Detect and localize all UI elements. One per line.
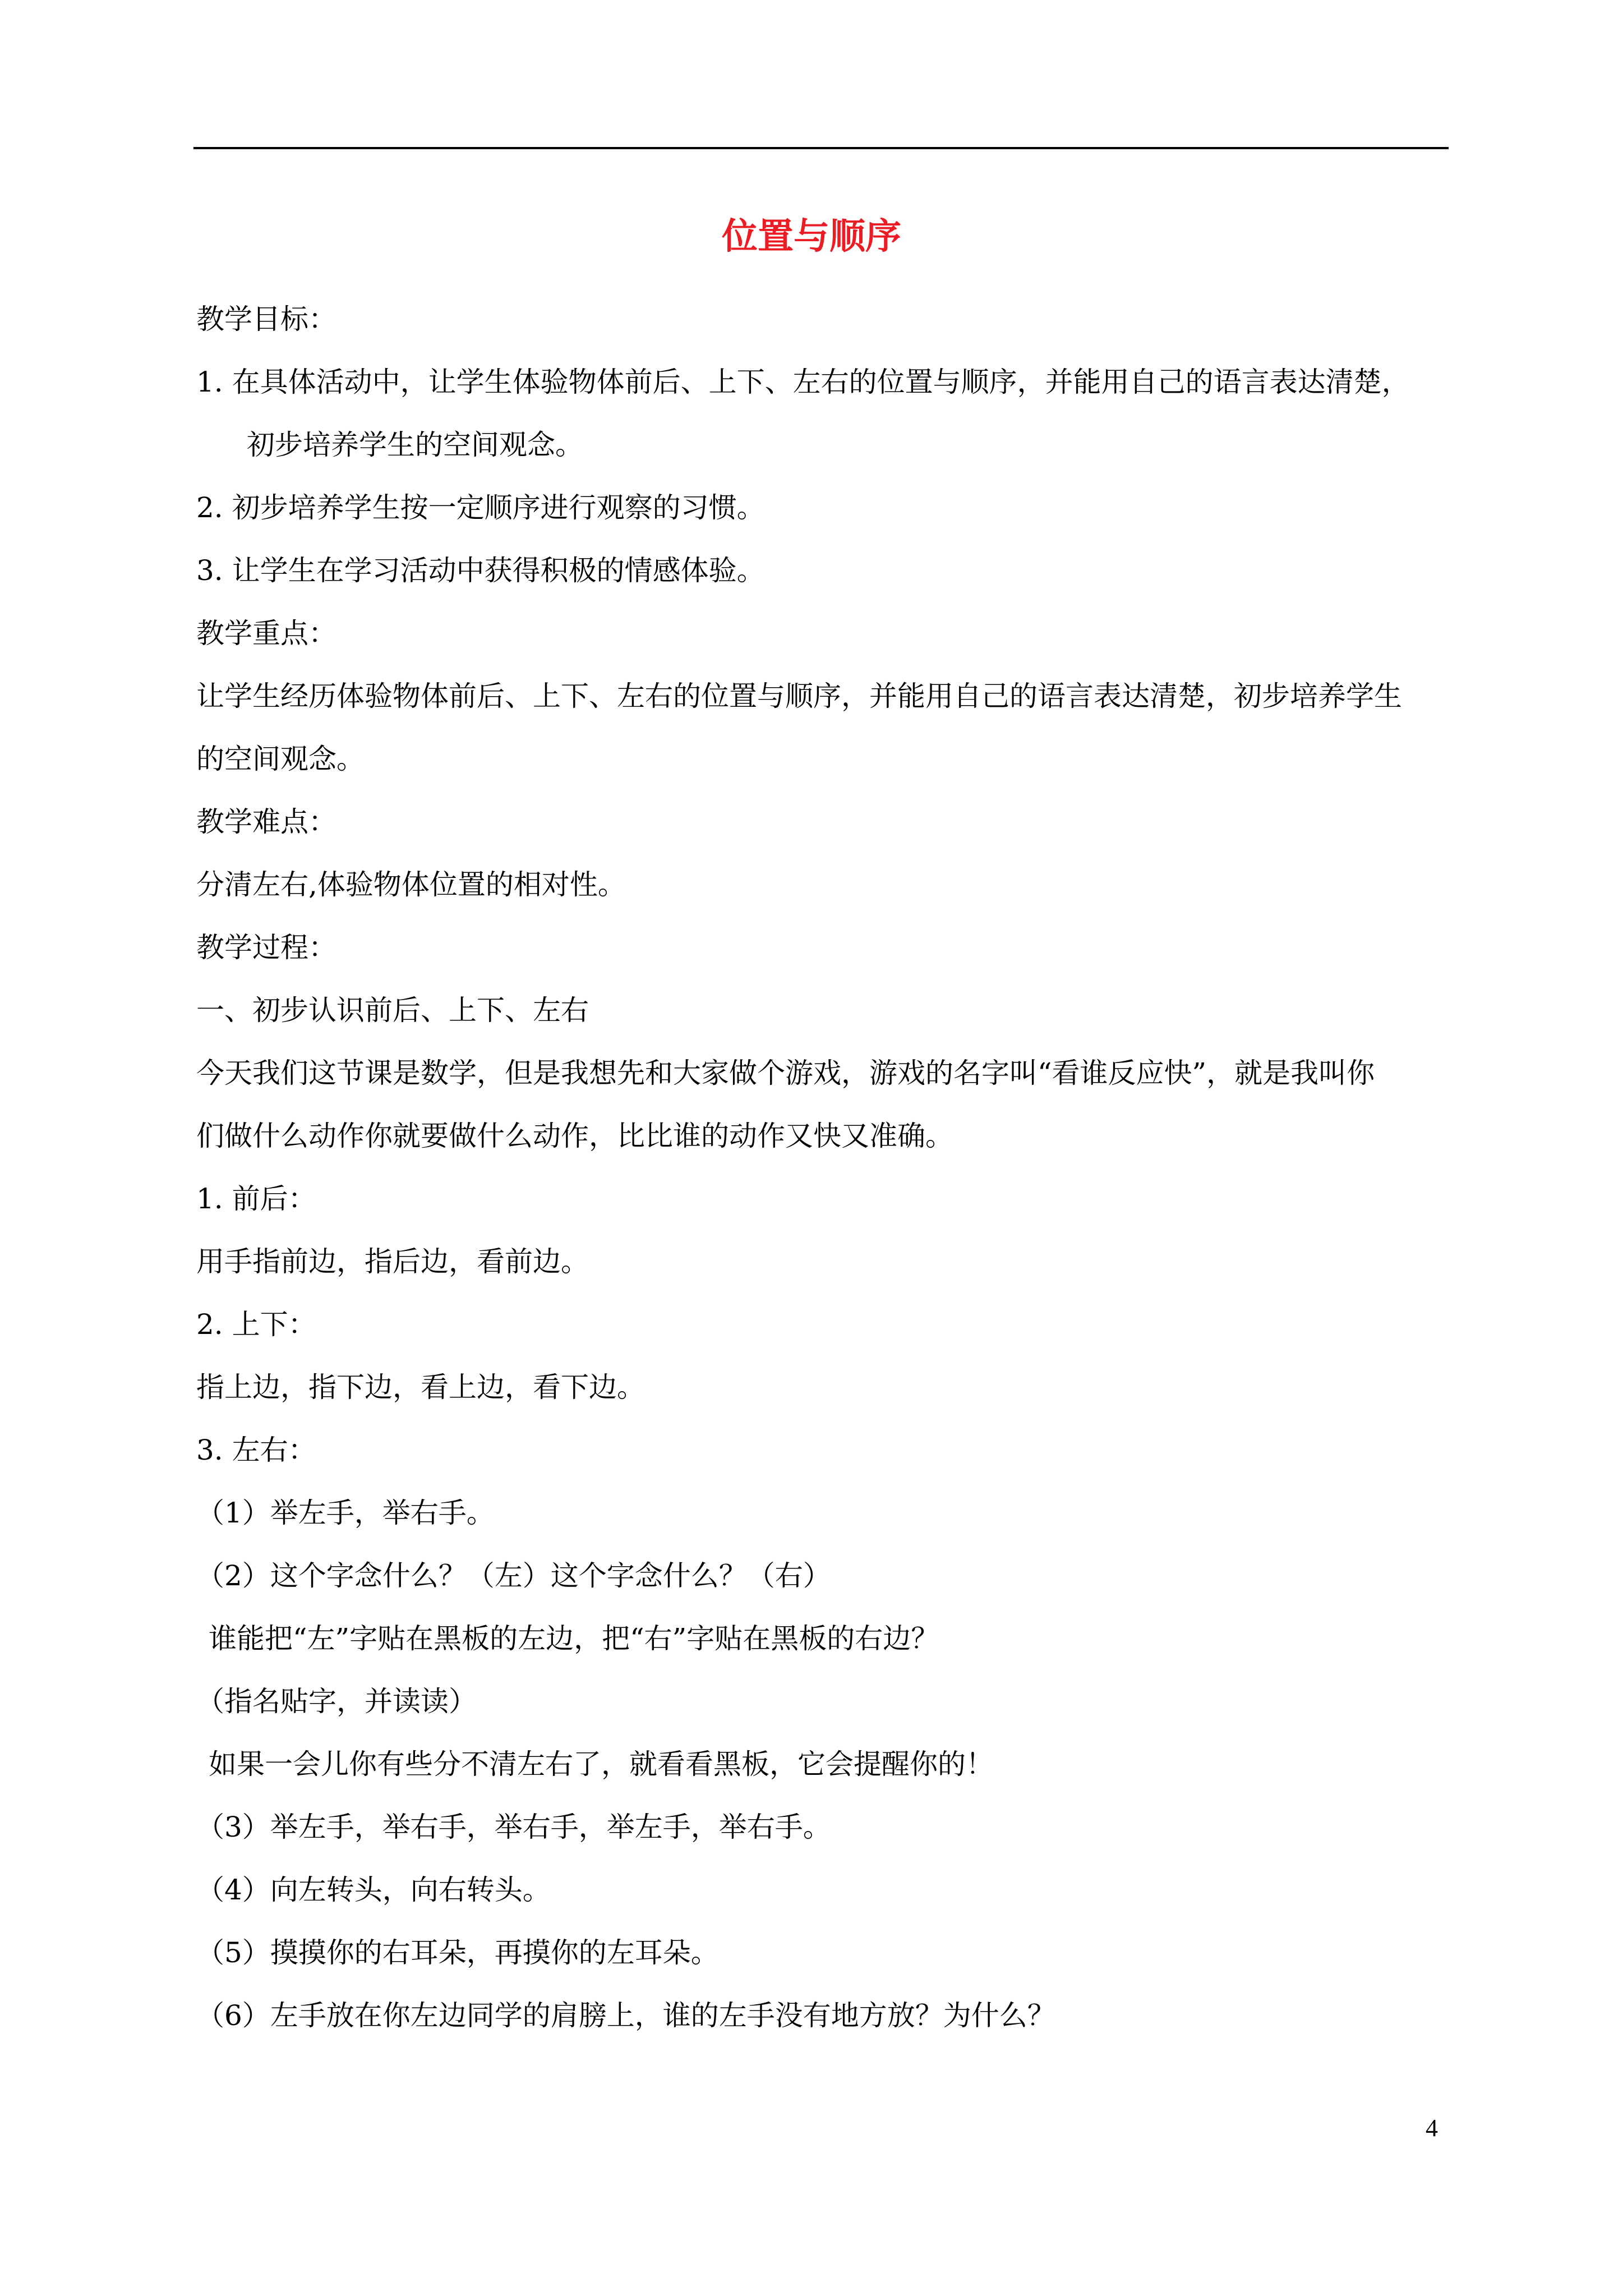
text-line: 一、初步认识前后、上下、左右 — [196, 994, 589, 1027]
text-line: （指名贴字，并读读） — [196, 1685, 477, 1718]
text-line: 教学难点： — [196, 806, 336, 838]
text-line: （5）摸摸你的右耳朵，再摸你的左耳朵。 — [196, 1936, 719, 1969]
text-line: 谁能把“左”字贴在黑板的左边，把“右”字贴在黑板的右边？ — [209, 1622, 939, 1655]
text-line: 的空间观念。 — [196, 743, 365, 775]
text-line: 3. 让学生在学习活动中获得积极的情感体验。 — [196, 554, 765, 587]
text-line: （6）左手放在你左边同学的肩膀上，谁的左手没有地方放？为什么？ — [196, 1999, 1055, 2032]
text-line: 让学生经历体验物体前后、上下、左右的位置与顺序，并能用自己的语言表达清楚，初步培养学生 — [196, 680, 1402, 712]
text-line: （4）向左转头，向右转头。 — [196, 1874, 551, 1906]
text-line: 3. 左右： — [196, 1434, 316, 1466]
text-line: 指上边，指下边，看上边，看下边。 — [196, 1371, 645, 1404]
text-line: 2. 初步培养学生按一定顺序进行观察的习惯。 — [196, 491, 765, 524]
text-line: 今天我们这节课是数学，但是我想先和大家做个游戏，游戏的名字叫“看谁反应快”，就是我叫你 — [196, 1057, 1375, 1089]
header-rule — [193, 147, 1449, 149]
text-line: 1. 前后： — [196, 1182, 316, 1215]
text-line: 2. 上下： — [196, 1308, 316, 1341]
text-line: （3）举左手，举右手，举右手，举左手，举右手。 — [196, 1811, 831, 1843]
text-line: 初步培养学生的空间观念。 — [247, 429, 583, 461]
text-line: 教学目标： — [196, 303, 336, 335]
text-line: 1. 在具体活动中，让学生体验物体前后、上下、左右的位置与顺序，并能用自己的语言表达清楚， — [196, 366, 1410, 398]
text-line: 分清左右,体验物体位置的相对性。 — [196, 868, 626, 901]
page-number: 4 — [1426, 2114, 1438, 2142]
text-line: （1）举左手，举右手。 — [196, 1497, 495, 1529]
page-title: 位置与顺序 — [722, 216, 901, 257]
text-line: （2）这个字念什么？（左）这个字念什么？（右） — [196, 1559, 831, 1592]
text-line: 用手指前边，指后边，看前边。 — [196, 1245, 589, 1278]
text-line: 教学过程： — [196, 931, 336, 964]
text-line: 们做什么动作你就要做什么动作，比比谁的动作又快又准确。 — [196, 1120, 953, 1152]
text-line: 教学重点： — [196, 617, 336, 650]
text-line: 如果一会儿你有些分不清左右了，就看看黑板，它会提醒你的！ — [209, 1748, 994, 1780]
